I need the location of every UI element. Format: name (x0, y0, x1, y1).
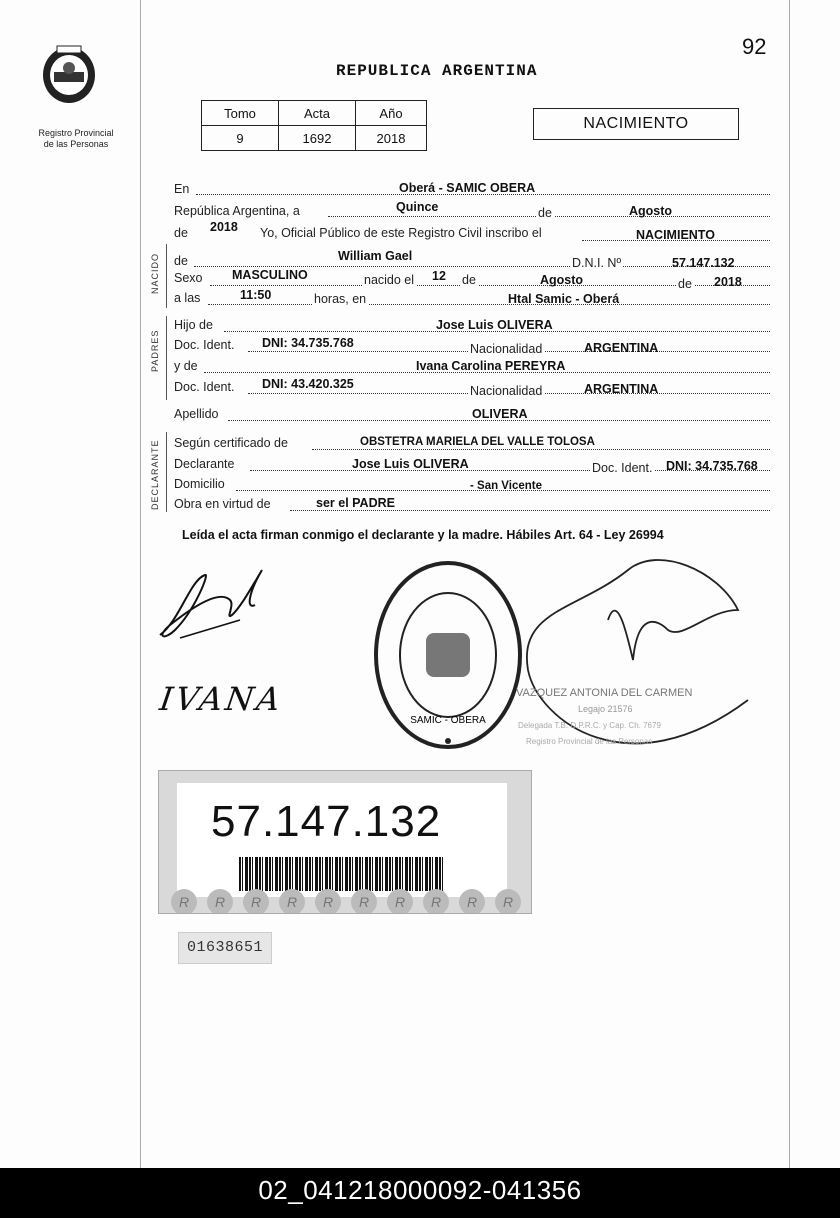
right-margin-line (789, 0, 790, 1168)
domicilio-label: Domicilio (174, 477, 225, 491)
r-watermark-icon: R (423, 889, 449, 914)
official-registry: Registro Provincial de las Personas (526, 737, 653, 746)
apellido-label: Apellido (174, 407, 219, 421)
registry-table (201, 100, 427, 151)
birth-de-label: de (462, 273, 476, 287)
birth-hour: 11:50 (240, 288, 272, 302)
r-watermark-icon: R (207, 889, 233, 914)
r-watermark-icon: R (459, 889, 485, 914)
certificado-value: OBSTETRA MARIELA DEL VALLE TOLOSA (360, 436, 595, 448)
logo-caption-line1: Registro Provincial (38, 128, 114, 138)
r-watermark-icon: R (387, 889, 413, 914)
dni-label: D.N.I. Nº (572, 256, 622, 270)
r-watermark-icon: R (243, 889, 269, 914)
mother-doc-label: Doc. Ident. (174, 380, 235, 394)
republic-label: República Argentina, a (174, 204, 300, 218)
r-watermark-icon: R (315, 889, 341, 914)
nacido-de-label: de (174, 254, 188, 268)
declarante-doc: DNI: 34.735.768 (666, 459, 758, 473)
registry-header-tomo: Tomo (202, 101, 279, 126)
declarant-signature (150, 560, 270, 650)
mother-nationality: ARGENTINA (584, 382, 659, 396)
day-value: Quince (396, 200, 439, 214)
declarante-doc-label: Doc. Ident. (592, 461, 653, 475)
seal-bottom-text: SAMIC - OBERA (410, 715, 486, 726)
obra-label: Obra en virtud de (174, 497, 271, 511)
registry-value-acta: 1692 (279, 126, 356, 151)
declarante-label: Declarante (174, 457, 235, 471)
left-margin-line (140, 0, 141, 1168)
father-doc-label: Doc. Ident. (174, 338, 235, 352)
official-seal (368, 555, 528, 755)
mother-doc: DNI: 43.420.325 (262, 377, 354, 391)
serial-number-sticker: 01638651 (178, 932, 272, 964)
scan-filename-footer: 02_041218000092-041356 (0, 1168, 840, 1218)
en-label: En (174, 182, 190, 196)
provincial-emblem-logo (38, 42, 100, 104)
section-declarante: DECLARANTE (150, 439, 160, 510)
horas-en-label: horas, en (314, 292, 367, 306)
registry-header-acta: Acta (279, 101, 356, 126)
birth-year: 2018 (714, 275, 742, 289)
father-name: Jose Luis OLIVERA (436, 318, 553, 332)
r-watermark-icon: R (495, 889, 521, 914)
barcode-number: 57.147.132 (211, 797, 442, 846)
official-name: VAZQUEZ ANTONIA DEL CARMEN (516, 687, 693, 699)
sexo-value: MASCULINO (232, 268, 308, 282)
page-number: 92 (742, 34, 767, 59)
section-padres: PADRES (150, 329, 160, 372)
father-nationality: ARGENTINA (584, 341, 659, 355)
mother-name: Ivana Carolina PEREYRA (416, 359, 566, 373)
logo-caption (20, 128, 132, 150)
mother-nac-label: Nacionalidad (470, 384, 543, 398)
legal-text: Leída el acta firman conmigo el declarante y la madre. Hábiles Art. 64 - Ley 26994 (182, 528, 664, 542)
child-dni: 57.147.132 (672, 256, 735, 270)
official-signature-stamp (508, 550, 758, 780)
month-value: Agosto (629, 204, 673, 218)
year-value: 2018 (210, 220, 238, 234)
r-watermark-icon: R (171, 889, 197, 914)
registry-header-ano: Año (356, 101, 427, 126)
act-type-box: NACIMIENTO (533, 108, 739, 140)
certificado-label: Según certificado de (174, 436, 288, 450)
apellido-value: OLIVERA (472, 407, 528, 421)
section-nacido: NACIDO (150, 252, 160, 294)
r-watermark-icon: R (279, 889, 305, 914)
barcode-bars (239, 857, 443, 891)
nacido-el-label: nacido el (364, 273, 415, 287)
act-value: NACIMIENTO (636, 228, 715, 242)
place-value: Oberá - SAMIC OBERA (399, 181, 536, 195)
birth-day: 12 (432, 269, 446, 283)
official-legajo: Legajo 21576 (578, 704, 633, 714)
father-doc: DNI: 34.735.768 (262, 336, 354, 350)
document-title: REPUBLICA ARGENTINA (336, 62, 538, 80)
logo-caption-line2: de las Personas (43, 139, 109, 149)
de-label: de (538, 206, 552, 220)
obra-value: ser el PADRE (316, 496, 395, 510)
y-de-label: y de (174, 359, 198, 373)
birth-month: Agosto (540, 273, 584, 287)
registry-value-ano: 2018 (356, 126, 427, 151)
official-title: Delegada T.B. D.P.R.C. y Cap. Ch. 7679 (518, 721, 661, 730)
declarante-value: Jose Luis OLIVERA (352, 457, 469, 471)
hora-label: a las (174, 291, 201, 305)
de2-label: de (174, 226, 188, 240)
father-nac-label: Nacionalidad (470, 342, 543, 356)
hijo-de-label: Hijo de (174, 318, 213, 332)
r-watermark-icon: R (351, 889, 377, 914)
birth-place: Htal Samic - Oberá (508, 292, 620, 306)
sexo-label: Sexo (174, 271, 203, 285)
birth-de-label-2: de (678, 277, 692, 291)
child-name: William Gael (338, 249, 413, 263)
domicilio-value: - San Vicente (470, 480, 543, 492)
barcode-inner (177, 783, 507, 897)
mother-handwritten-signature: IVANA (157, 680, 286, 718)
officer-text: Yo, Oficial Público de este Registro Civil inscribo el (260, 226, 542, 240)
registry-value-tomo: 9 (202, 126, 279, 151)
barcode-label (158, 770, 532, 914)
